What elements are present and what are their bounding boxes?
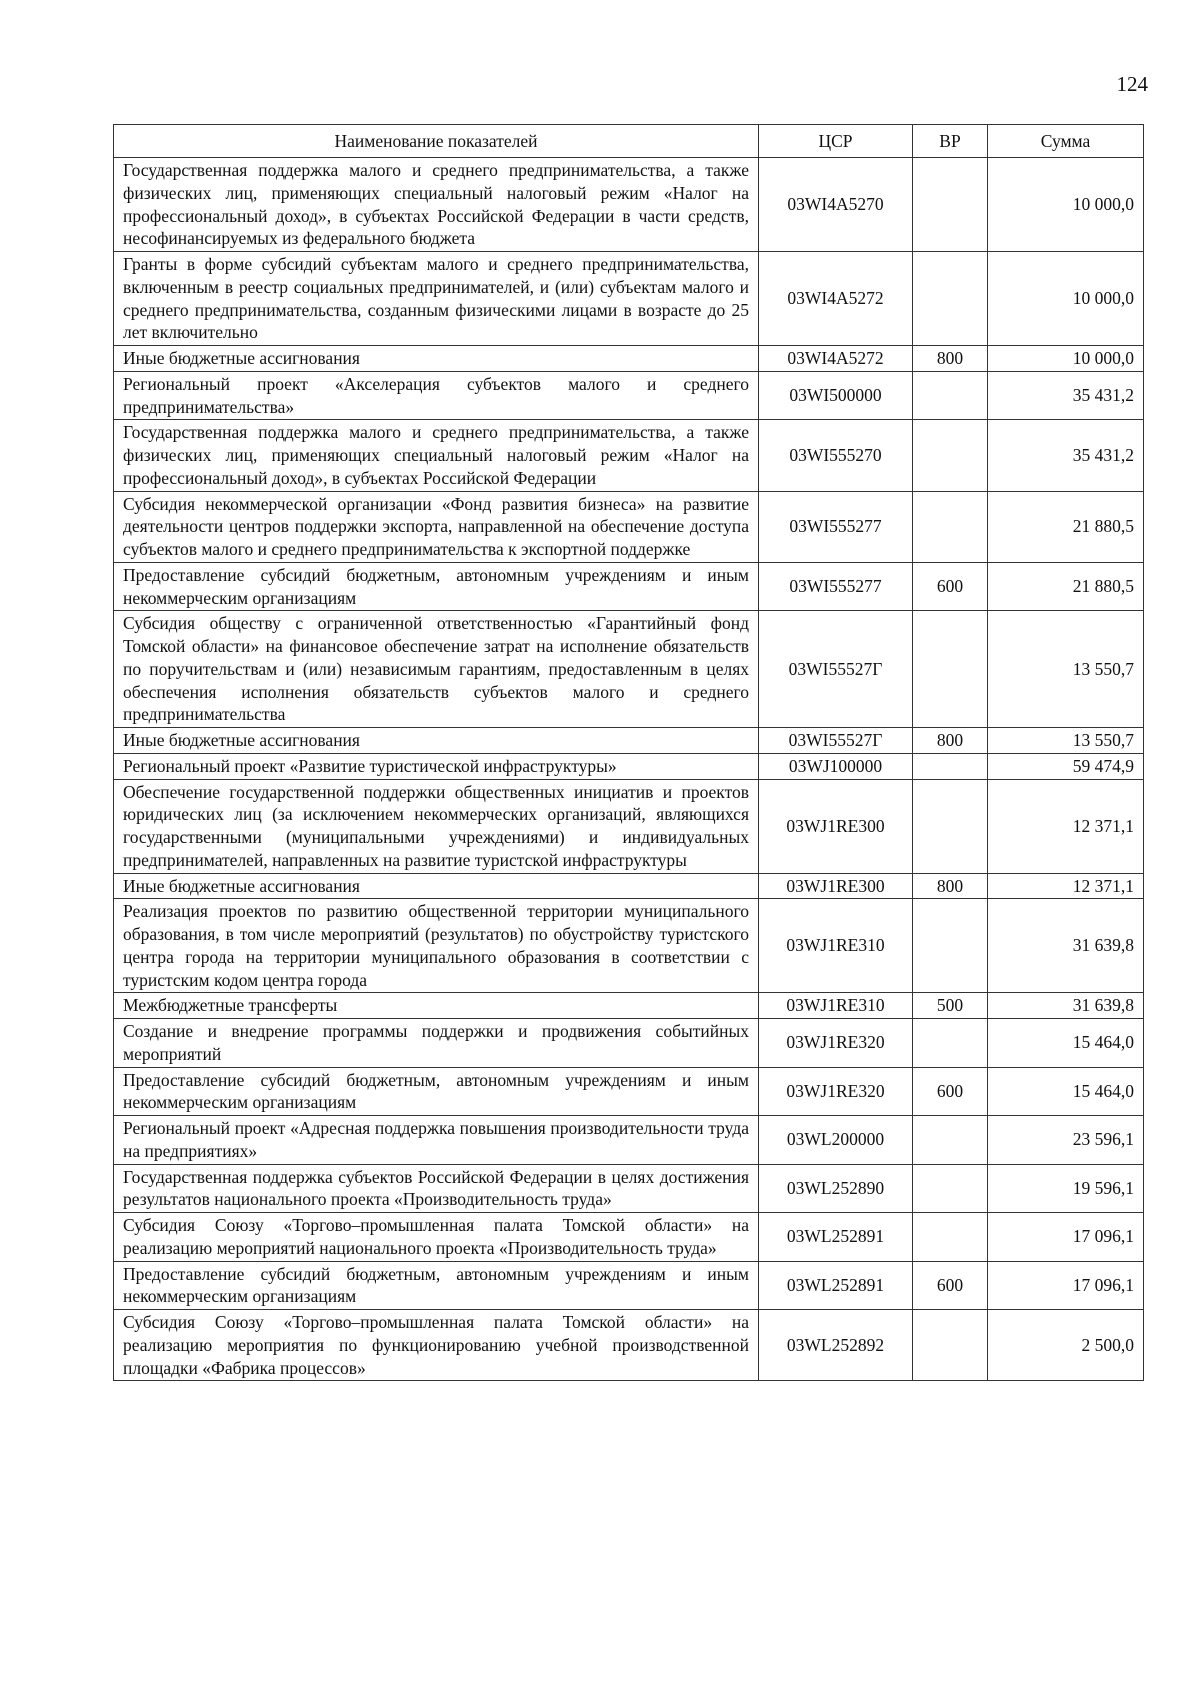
row-vr-code <box>913 1213 988 1262</box>
table-row <box>114 562 1144 611</box>
row-csr-code: 03WJ1RE310 <box>759 993 913 1019</box>
table-row <box>114 728 1144 754</box>
row-name: Государственная поддержка малого и среднего предпринимательства, а также физических лиц, применяющих специальный налоговый режим «Налог на профессиональный доход», в субъектах Российской Федерации в части средств, несофинансируемых из федерального бюджета <box>114 158 759 252</box>
row-name: Субсидия Союзу «Торгово–промышленная палата Томской области» на реализацию мероприятия по функционированию учебной производственной площадки «Фабрика процессов» <box>114 1310 759 1381</box>
table-row <box>114 1067 1144 1116</box>
row-csr-code: 03WL252892 <box>759 1310 913 1381</box>
row-csr-code: 03WI555277 <box>759 562 913 611</box>
table-row <box>114 491 1144 562</box>
row-name: Гранты в форме субсидий субъектам малого и среднего предпринимательства, включенным в реестр социальных предпринимателей, и (или) субъектам малого и среднего предпринимательства, созданным физическими лицами в возрасте до 25 лет включительно <box>114 252 759 346</box>
table-row <box>114 873 1144 899</box>
row-csr-code: 03WL200000 <box>759 1116 913 1165</box>
page-number: 124 <box>1116 72 1148 96</box>
table-header-row <box>114 125 1144 158</box>
table-body <box>114 158 1144 1381</box>
row-vr-code <box>913 491 988 562</box>
row-vr-code <box>913 779 988 873</box>
row-csr-code: 03WL252890 <box>759 1164 913 1213</box>
row-csr-code: 03WJ1RE300 <box>759 779 913 873</box>
row-vr-code: 800 <box>913 346 988 372</box>
row-amount: 35 431,2 <box>988 420 1144 491</box>
table-row <box>114 252 1144 346</box>
row-amount: 31 639,8 <box>988 899 1144 993</box>
row-amount: 19 596,1 <box>988 1164 1144 1213</box>
table-row <box>114 1019 1144 1068</box>
row-amount: 35 431,2 <box>988 371 1144 420</box>
row-vr-code <box>913 420 988 491</box>
row-amount: 21 880,5 <box>988 491 1144 562</box>
row-amount: 15 464,0 <box>988 1019 1144 1068</box>
row-name: Создание и внедрение программы поддержки и продвижения событийных мероприятий <box>114 1019 759 1068</box>
table-row <box>114 420 1144 491</box>
row-vr-code <box>913 1164 988 1213</box>
table-row <box>114 1261 1144 1310</box>
table-row <box>114 371 1144 420</box>
row-csr-code: 03WI500000 <box>759 371 913 420</box>
row-name: Государственная поддержка малого и среднего предпринимательства, а также физических лиц, применяющих специальный налоговый режим «Налог на профессиональный доход», в субъектах Российской Федерации <box>114 420 759 491</box>
row-vr-code: 600 <box>913 1067 988 1116</box>
row-vr-code <box>913 1310 988 1381</box>
row-amount: 13 550,7 <box>988 611 1144 728</box>
row-amount: 21 880,5 <box>988 562 1144 611</box>
row-amount: 23 596,1 <box>988 1116 1144 1165</box>
row-amount: 13 550,7 <box>988 728 1144 754</box>
table-row <box>114 1213 1144 1262</box>
table-row <box>114 1310 1144 1381</box>
row-amount: 17 096,1 <box>988 1261 1144 1310</box>
row-csr-code: 03WJ100000 <box>759 753 913 779</box>
row-csr-code: 03WI555270 <box>759 420 913 491</box>
row-vr-code: 800 <box>913 873 988 899</box>
row-name: Межбюджетные трансферты <box>114 993 759 1019</box>
row-vr-code: 600 <box>913 562 988 611</box>
row-name: Иные бюджетные ассигнования <box>114 873 759 899</box>
row-csr-code: 03WJ1RE320 <box>759 1067 913 1116</box>
row-name: Региональный проект «Адресная поддержка повышения производительности труда на предприятиях» <box>114 1116 759 1165</box>
row-amount: 12 371,1 <box>988 779 1144 873</box>
row-amount: 10 000,0 <box>988 346 1144 372</box>
row-vr-code <box>913 1116 988 1165</box>
table-row <box>114 346 1144 372</box>
header-amount: Сумма <box>988 125 1144 158</box>
header-csr: ЦСР <box>759 125 913 158</box>
row-csr-code: 03WI4A5272 <box>759 346 913 372</box>
table-row <box>114 899 1144 993</box>
budget-table <box>113 124 1144 1381</box>
row-name: Предоставление субсидий бюджетным, автономным учреждениям и иным некоммерческим организациям <box>114 562 759 611</box>
row-vr-code <box>913 371 988 420</box>
table-row <box>114 993 1144 1019</box>
row-csr-code: 03WI4A5270 <box>759 158 913 252</box>
table-row <box>114 1164 1144 1213</box>
row-vr-code <box>913 899 988 993</box>
row-vr-code <box>913 1019 988 1068</box>
row-name: Государственная поддержка субъектов Российской Федерации в целях достижения результатов национального проекта «Производительность труда» <box>114 1164 759 1213</box>
row-amount: 17 096,1 <box>988 1213 1144 1262</box>
row-csr-code: 03WL252891 <box>759 1261 913 1310</box>
row-amount: 12 371,1 <box>988 873 1144 899</box>
row-csr-code: 03WI55527Г <box>759 728 913 754</box>
row-name: Предоставление субсидий бюджетным, автономным учреждениям и иным некоммерческим организациям <box>114 1067 759 1116</box>
row-csr-code: 03WJ1RE300 <box>759 873 913 899</box>
row-csr-code: 03WJ1RE320 <box>759 1019 913 1068</box>
row-amount: 59 474,9 <box>988 753 1144 779</box>
row-vr-code <box>913 753 988 779</box>
row-csr-code: 03WI4A5272 <box>759 252 913 346</box>
row-vr-code: 500 <box>913 993 988 1019</box>
row-name: Субсидия некоммерческой организации «Фонд развития бизнеса» на развитие деятельности центров поддержки экспорта, направленной на обеспечение доступа субъектов малого и среднего предпринимательства к экспортной поддержке <box>114 491 759 562</box>
row-name: Обеспечение государственной поддержки общественных инициатив и проектов юридических лиц (за исключением некоммерческих организаций, являющихся государственными (муниципальными учреждениями) и индивидуальных предпринимателей, направленных на развитие туристской инфраструктуры <box>114 779 759 873</box>
row-amount: 10 000,0 <box>988 158 1144 252</box>
row-name: Предоставление субсидий бюджетным, автономным учреждениям и иным некоммерческим организациям <box>114 1261 759 1310</box>
row-vr-code: 800 <box>913 728 988 754</box>
row-amount: 2 500,0 <box>988 1310 1144 1381</box>
row-amount: 10 000,0 <box>988 252 1144 346</box>
table-row <box>114 779 1144 873</box>
row-csr-code: 03WI555277 <box>759 491 913 562</box>
row-csr-code: 03WL252891 <box>759 1213 913 1262</box>
row-csr-code: 03WJ1RE310 <box>759 899 913 993</box>
table-row <box>114 158 1144 252</box>
row-vr-code <box>913 158 988 252</box>
row-name: Реализация проектов по развитию общественной территории муниципального образования, в том числе мероприятий (результатов) по обустройству туристского центра города на территории муниципального образования в соответствии с туристским кодом центра города <box>114 899 759 993</box>
row-name: Региональный проект «Акселерация субъектов малого и среднего предпринимательства» <box>114 371 759 420</box>
table-row <box>114 1116 1144 1165</box>
table-row <box>114 753 1144 779</box>
header-name: Наименование показателей <box>114 125 759 158</box>
header-vr: ВР <box>913 125 988 158</box>
row-vr-code <box>913 611 988 728</box>
row-name: Иные бюджетные ассигнования <box>114 346 759 372</box>
row-csr-code: 03WI55527Г <box>759 611 913 728</box>
table-row <box>114 611 1144 728</box>
row-name: Региональный проект «Развитие туристической инфраструктуры» <box>114 753 759 779</box>
row-name: Иные бюджетные ассигнования <box>114 728 759 754</box>
row-amount: 15 464,0 <box>988 1067 1144 1116</box>
row-name: Субсидия Союзу «Торгово–промышленная палата Томской области» на реализацию мероприятий национального проекта «Производительность труда» <box>114 1213 759 1262</box>
row-amount: 31 639,8 <box>988 993 1144 1019</box>
row-name: Субсидия обществу с ограниченной ответственностью «Гарантийный фонд Томской области» на финансовое обеспечение затрат на исполнение обязательств по поручительствам и (или) независимым гарантиям, предоставленным в целях обеспечения исполнения обязательств субъектов малого и среднего предпринимательства <box>114 611 759 728</box>
row-vr-code <box>913 252 988 346</box>
row-vr-code: 600 <box>913 1261 988 1310</box>
